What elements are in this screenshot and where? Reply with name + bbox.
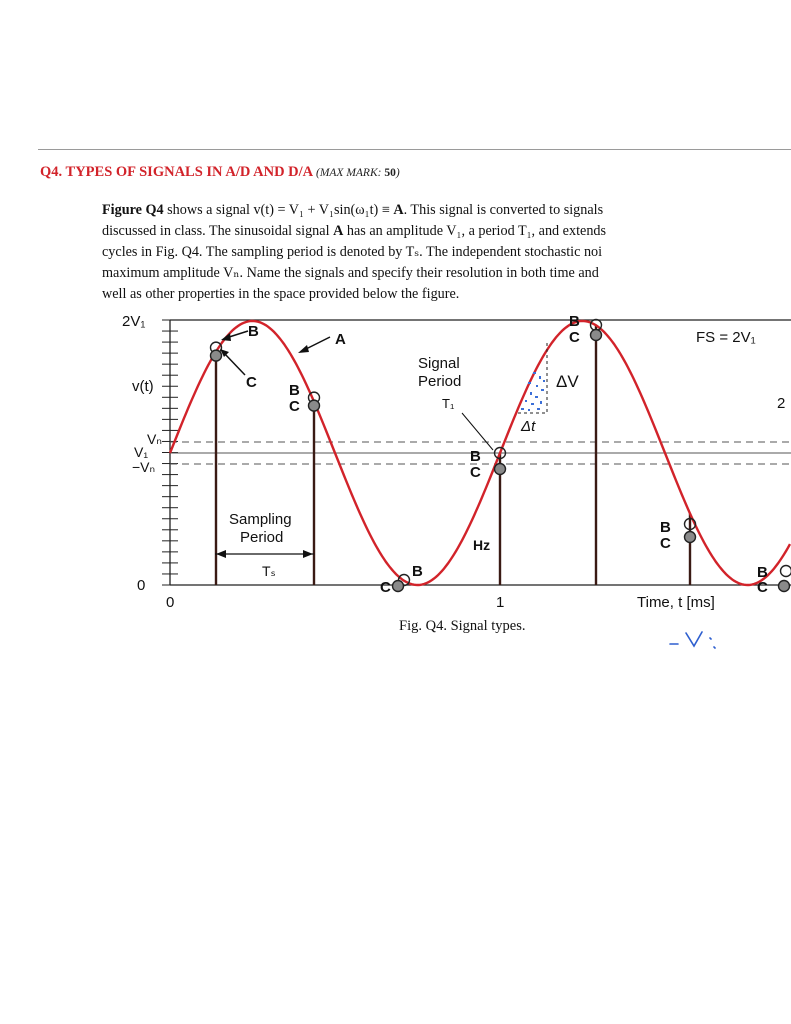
y-label-zero: 0 [137, 577, 146, 594]
question-title: TYPES OF SIGNALS IN A/D AND D/A [65, 164, 313, 180]
cut-edge-label: 2 [777, 395, 786, 412]
label-b-4: B [470, 448, 481, 465]
y-label-vt: v(t) [132, 378, 154, 395]
label-c-6: C [660, 535, 671, 552]
label-b-6: B [660, 519, 671, 536]
delta-t-label: Δt [521, 418, 536, 435]
y-label-2v1: 2V₁ [122, 313, 146, 330]
label-c-1: C [246, 374, 257, 391]
sample-marker-filled [685, 532, 696, 543]
label-b-5: B [569, 313, 580, 330]
question-paragraph [102, 200, 791, 305]
label-c-7: C [757, 579, 768, 596]
label-b-7: B [757, 564, 768, 581]
sampling-period-label-1: Sampling [229, 511, 292, 528]
x-label-one: 1 [496, 594, 505, 611]
sampling-period-label-2: Period [240, 529, 284, 546]
figure-caption: Fig. Q4. Signal types. [399, 618, 526, 634]
sample-marker-filled [393, 581, 404, 592]
t1-label: T₁ [442, 396, 455, 411]
sample-marker-open [781, 566, 791, 577]
y-label-v1: V₁ [134, 444, 149, 460]
para-line-3: cycles in Fig. Q4. The sampling period is denoted by Tₛ. The independent stochastic noi [102, 244, 603, 260]
max-mark: (MAX MARK: 50) [315, 167, 400, 179]
label-c-3: C [380, 579, 391, 596]
header-rule [38, 149, 791, 150]
label-a: A [335, 331, 346, 348]
sample-marker-filled [495, 464, 506, 475]
delta-v-label: ΔV [556, 372, 579, 391]
label-b-1: B [248, 323, 259, 340]
t1-pointer [462, 413, 493, 450]
para-line-4: maximum amplitude Vₙ. Name the signals and specify their resolution in both time and [102, 265, 599, 281]
x-axis-title: Time, t [ms] [637, 594, 715, 611]
label-c-4: C [470, 464, 481, 481]
signal-figure [0, 300, 791, 620]
y-label-vn: Vₙ [147, 431, 162, 447]
para-line-1: Figure Q4 shows a signal v(t) = V₁ + V₁sin(ω₁t) ≡ A. This signal is converted to signals [102, 202, 604, 218]
question-number: Q4. [40, 164, 63, 180]
x-label-zero: 0 [166, 594, 175, 611]
c-arrow-left [224, 353, 245, 375]
signal-period-label-1: Signal [418, 355, 460, 372]
y-label-minus-vn: −Vₙ [132, 459, 156, 475]
sample-marker-filled [779, 581, 790, 592]
signal-period-label-2: Period [418, 373, 462, 390]
label-b-2: B [289, 382, 300, 399]
hz-label: Hz [473, 537, 491, 553]
question-heading [40, 164, 400, 181]
sample-marker-filled [591, 330, 602, 341]
label-c-5: C [569, 329, 580, 346]
ts-label: Tₛ [262, 563, 276, 579]
para-line-2: discussed in class. The sinusoidal signal A has an amplitude V₁, a period T₁, and extends [102, 223, 607, 239]
handwritten-mark [668, 628, 728, 652]
max-mark-value: 50 [384, 167, 396, 179]
fs-label: FS = 2V₁ [696, 329, 756, 346]
sample-marker-filled [211, 350, 222, 361]
label-c-2: C [289, 398, 300, 415]
label-b-3: B [412, 563, 423, 580]
sample-marker-filled [309, 400, 320, 411]
para-line-5: well as other properties in the space provided below the figure. [102, 286, 460, 302]
a-arrow [304, 337, 330, 350]
